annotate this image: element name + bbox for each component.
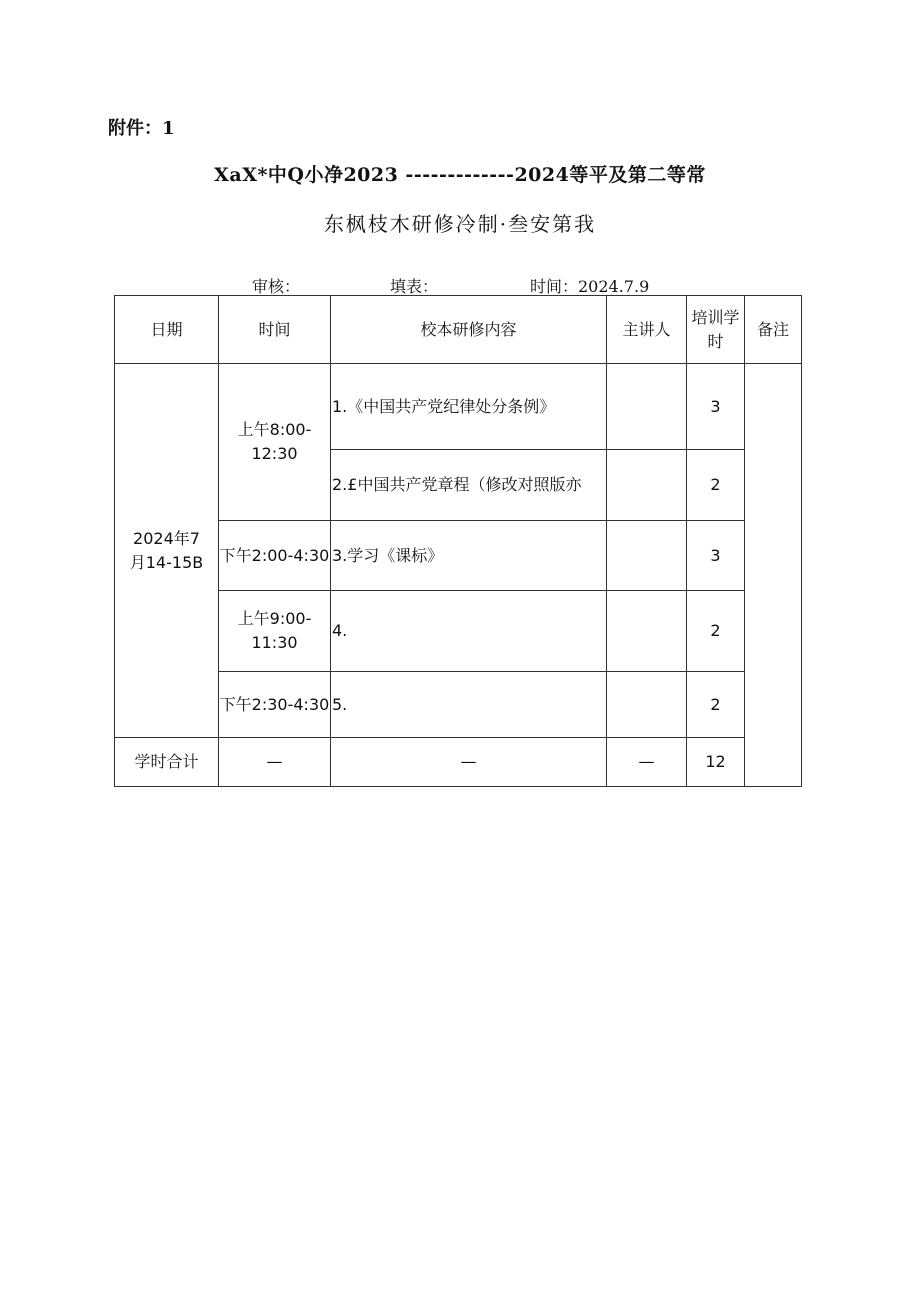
header-remarks: 备注: [745, 296, 802, 364]
table-row: [115, 672, 802, 738]
time-slot-3: 上午9:00-11:30: [219, 591, 331, 672]
speaker-cell: [607, 364, 687, 450]
total-row: [115, 738, 802, 787]
attachment-label: 附件：1: [108, 118, 175, 139]
time-slot-1: 上午8:00-12:30: [219, 364, 331, 521]
review-label: 审核：: [252, 277, 301, 296]
header-content: 校本研修内容: [331, 296, 607, 364]
header-time: 时间: [219, 296, 331, 364]
table-row: [115, 364, 802, 450]
time-label: 时间：2024.7.9: [530, 277, 650, 296]
remarks-cell: [745, 364, 802, 787]
hours-cell: 3: [687, 521, 745, 591]
time-slot-4: 下午2:30-4:30: [219, 672, 331, 738]
content-cell: 1.《中国共产党纪律处分条例》: [331, 364, 607, 450]
hours-cell: 2: [687, 672, 745, 738]
hours-cell: 2: [687, 591, 745, 672]
speaker-cell: [607, 591, 687, 672]
hours-cell: 3: [687, 364, 745, 450]
date-cell: 2024年7月14-15B: [115, 364, 219, 738]
content-cell: 2.£中国共产党章程（修改对照版亦: [331, 450, 607, 521]
content-cell: 5.: [331, 672, 607, 738]
total-speaker: —: [607, 738, 687, 787]
header-hours: 培训学时: [687, 296, 745, 364]
speaker-cell: [607, 521, 687, 591]
header-date: 日期: [115, 296, 219, 364]
time-slot-2: 下午2:00-4:30: [219, 521, 331, 591]
table-header-row: [115, 296, 802, 364]
total-hours: 12: [687, 738, 745, 787]
total-content: —: [331, 738, 607, 787]
content-cell: 3.学习《课标》: [331, 521, 607, 591]
schedule-table: [114, 295, 802, 787]
total-label: 学时合计: [115, 738, 219, 787]
title-line-2: 东枫枝木研修冷制·叁安第我: [323, 212, 597, 236]
content-cell: 4.: [331, 591, 607, 672]
table-row: [115, 591, 802, 672]
speaker-cell: [607, 672, 687, 738]
fill-label: 填表：: [390, 277, 439, 296]
table-row: [115, 521, 802, 591]
speaker-cell: [607, 450, 687, 521]
header-speaker: 主讲人: [607, 296, 687, 364]
title-line-1: XaX*中Q小净2023 -------------2024等平及第二等常: [214, 164, 706, 186]
total-time: —: [219, 738, 331, 787]
hours-cell: 2: [687, 450, 745, 521]
